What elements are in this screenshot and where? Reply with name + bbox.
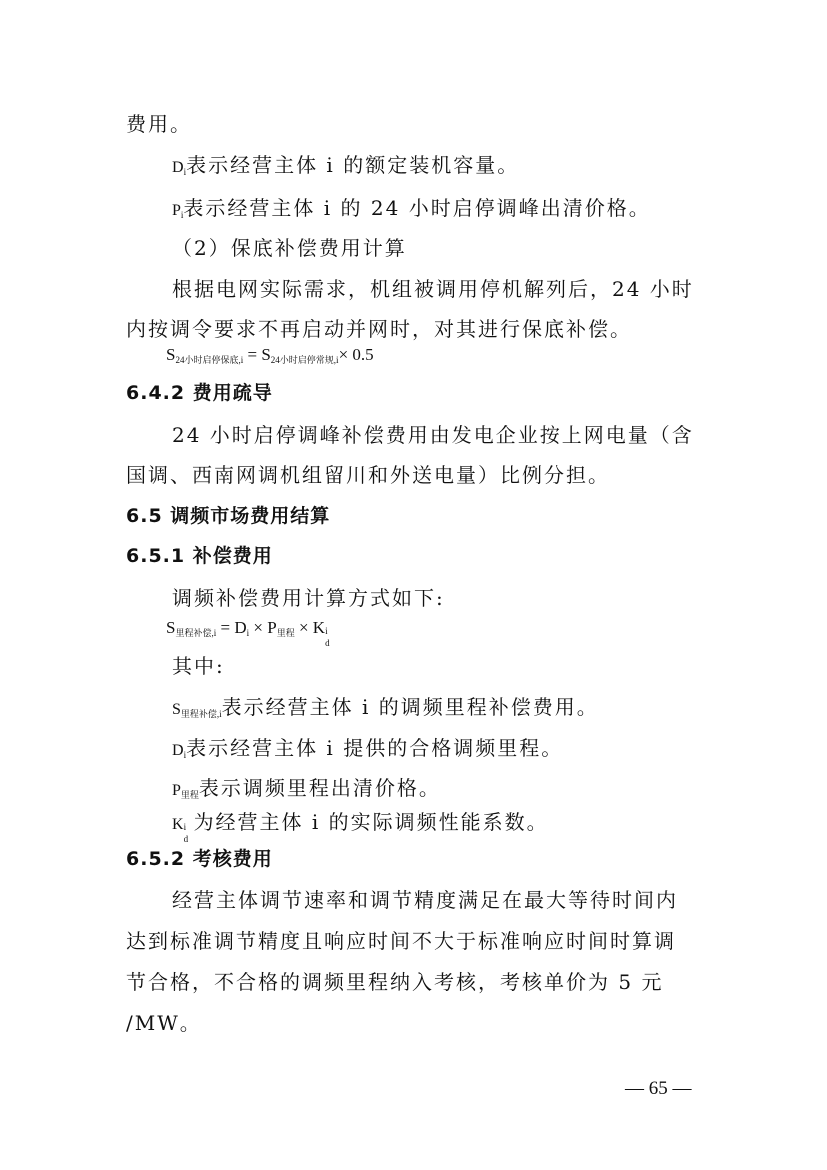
symbol-k: K i d	[172, 816, 189, 844]
definition-pi: $P_i$表示经营主体 i 的 24 小时启停调峰出清价格。	[172, 196, 651, 220]
symbol-d: $D_i$	[172, 159, 187, 177]
text-line: 达到标准调节精度且响应时间不大于标准响应时间时算调	[126, 929, 676, 953]
text-line: 根据电网实际需求，机组被调用停机解列后，24 小时	[172, 277, 694, 301]
text-line: 经营主体调节速率和调节精度满足在最大等待时间内	[172, 888, 678, 912]
text-line: /MW。	[126, 1011, 202, 1035]
definition-p: $P_{里程}$表示调频里程出清价格。	[172, 776, 441, 800]
formula-baodi: $S_{24小时启停保底,i} = S_{24小时启停常规,i}\times 0.5$	[166, 345, 374, 365]
definition-di: $D_i$表示经营主体 i 的额定装机容量。	[172, 153, 520, 177]
text-line: 调频补偿费用计算方式如下:	[172, 586, 445, 610]
symbol-p: $P_i$	[172, 202, 184, 220]
text-line: 节合格，不合格的调频里程纳入考核，考核单价为 5 元	[126, 970, 664, 994]
page-number: — 65 —	[625, 1078, 692, 1099]
definition-di2: $D_i$表示经营主体 i 提供的合格调频里程。	[172, 736, 564, 760]
text-line: 内按调令要求不再启动并网时，对其进行保底补偿。	[126, 317, 632, 341]
text-line: 其中:	[172, 654, 225, 678]
text-line: 国调、西南网调机组留川和外送电量）比例分担。	[126, 463, 610, 487]
symbol-d: $D_i$	[172, 742, 187, 760]
formula-licheng: $S_{里程补偿,i} = D_i \times P_{里程} \times K$ i d	[166, 618, 330, 648]
definition-s: $S_{里程补偿,i}$表示经营主体 i 的调频里程补偿费用。	[172, 695, 599, 719]
symbol-s: $S_{里程补偿,i}$	[172, 701, 222, 719]
text-line: 24 小时启停调峰补偿费用由发电企业按上网电量（含	[172, 423, 694, 447]
text-line: 费用。	[126, 112, 192, 136]
section-heading-6-5-2: 6.5.2 考核费用	[126, 848, 273, 870]
definition-k: K i d 为经营主体 i 的实际调频性能系数。	[172, 810, 549, 844]
section-heading-6-4-2: 6.4.2 费用疏导	[126, 382, 273, 404]
section-heading-6-5: 6.5 调频市场费用结算	[126, 505, 331, 527]
subsection-title: （2）保底补偿费用计算	[172, 236, 407, 260]
symbol-p: $P_{里程}$	[172, 782, 199, 800]
section-heading-6-5-1: 6.5.1 补偿费用	[126, 545, 273, 567]
